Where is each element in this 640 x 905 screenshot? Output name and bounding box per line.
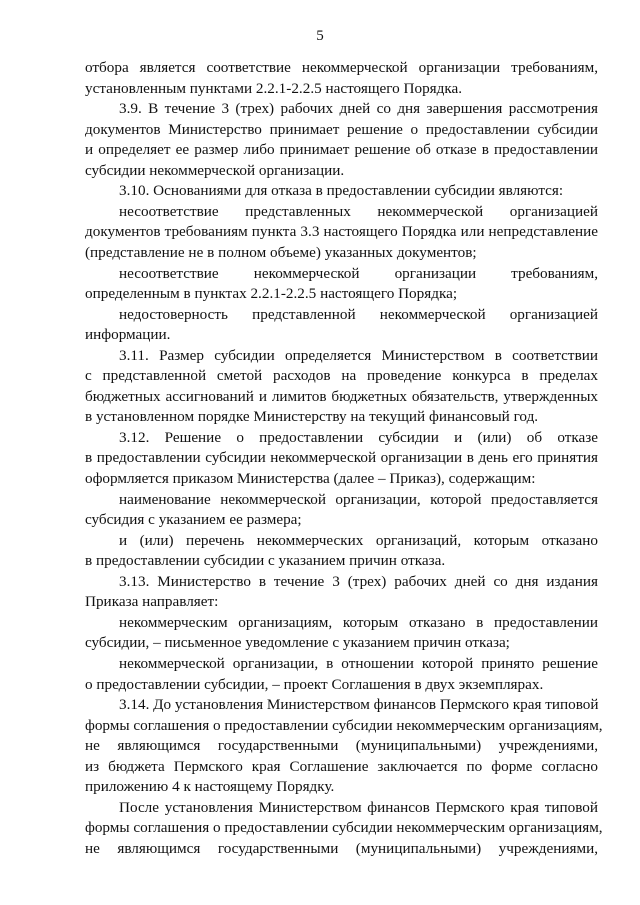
text-line: документов Министерство принимает решение о предоставлении субсидии [85, 120, 598, 138]
text-line: в предоставлении субсидии с указанием причин отказа. [85, 552, 446, 570]
text-line: 3.11. Размер субсидии определяется Министерством в соответствии [119, 346, 598, 364]
text-line: не являющимся государственными (муниципальными) учреждениями, [85, 839, 598, 857]
text-line: приложению 4 к настоящему Порядку. [85, 778, 335, 796]
text-line: субсидии некоммерческой организации. [85, 161, 345, 179]
text-line: 3.13. Министерство в течение 3 (трех) рабочих дней со дня издания [119, 572, 598, 590]
text-line: субсидии, – письменное уведомление с указанием причин отказа; [85, 634, 510, 652]
text-line: недостоверность представленной некоммерческой организацией [119, 305, 598, 323]
text-line: с представленной сметой расходов на проведение конкурса в пределах [85, 367, 598, 385]
text-line: 3.10. Основаниями для отказа в предоставлении субсидии являются: [119, 182, 564, 200]
text-line: в установленном порядке Министерству на текущий финансовый год. [85, 408, 539, 426]
text-line: субсидия с указанием ее размера; [85, 511, 302, 529]
text-line: формы соглашения о предоставлении субсидии некоммерческим организациям, [85, 716, 603, 734]
text-line: и определяет ее размер либо принимает решение об отказе в предоставлении [85, 141, 598, 159]
text-line: формы соглашения о предоставлении субсидии некоммерческим организациям, [85, 819, 603, 837]
text-line: бюджетных ассигнований и лимитов бюджетных обязательств, утвержденных [85, 387, 598, 405]
text-line: некоммерческим организациям, которым отказано в предоставлении [119, 613, 598, 631]
text-line: определенным в пунктах 2.2.1-2.2.5 настоящего Порядка; [85, 285, 458, 303]
text-line: 3.12. Решение о предоставлении субсидии и (или) об отказе [119, 428, 598, 446]
text-line: (представление не в полном объеме) указанных документов; [85, 243, 477, 261]
text-line: о предоставлении субсидии, – проект Соглашения в двух экземплярах. [85, 675, 544, 693]
text-line: После установления Министерством финансов Пермского края типовой [119, 798, 598, 816]
text-line: несоответствие представленных некоммерческой организацией [119, 202, 598, 220]
text-line: отбора является соответствие некоммерческой организации требованиям, [85, 59, 598, 76]
text-line: документов требованиям пункта 3.3 настоящего Порядка или непредставление [85, 223, 598, 241]
text-line: несоответствие некоммерческой организации требованиям, [119, 264, 598, 282]
text-line: и (или) перечень некоммерческих организаций, которым отказано [119, 531, 598, 549]
text-line: Приказа направляет: [85, 593, 219, 611]
text-line: 3.9. В течение 3 (трех) рабочих дней со дня завершения рассмотрения [119, 100, 598, 118]
page-number: 5 [316, 28, 324, 44]
text-line: в предоставлении субсидии некоммерческой организации в день его принятия [85, 449, 598, 467]
text-line: некоммерческой организации, в отношении которой принято решение [119, 654, 598, 672]
text-line: информации. [85, 326, 171, 344]
text-line: из бюджета Пермского края Соглашение заключается по форме согласно [85, 757, 598, 775]
text-line: 3.14. До установления Министерством финансов Пермского края типовой [119, 696, 599, 714]
text-line: не являющимся государственными (муниципальными) учреждениями, [85, 737, 598, 755]
text-line: установленным пунктами 2.2.1-2.2.5 настоящего Порядка. [85, 79, 463, 97]
text-line: оформляется приказом Министерства (далее – Приказ), содержащим: [85, 470, 536, 487]
text-line: наименование некоммерческой организации, которой предоставляется [119, 490, 598, 508]
